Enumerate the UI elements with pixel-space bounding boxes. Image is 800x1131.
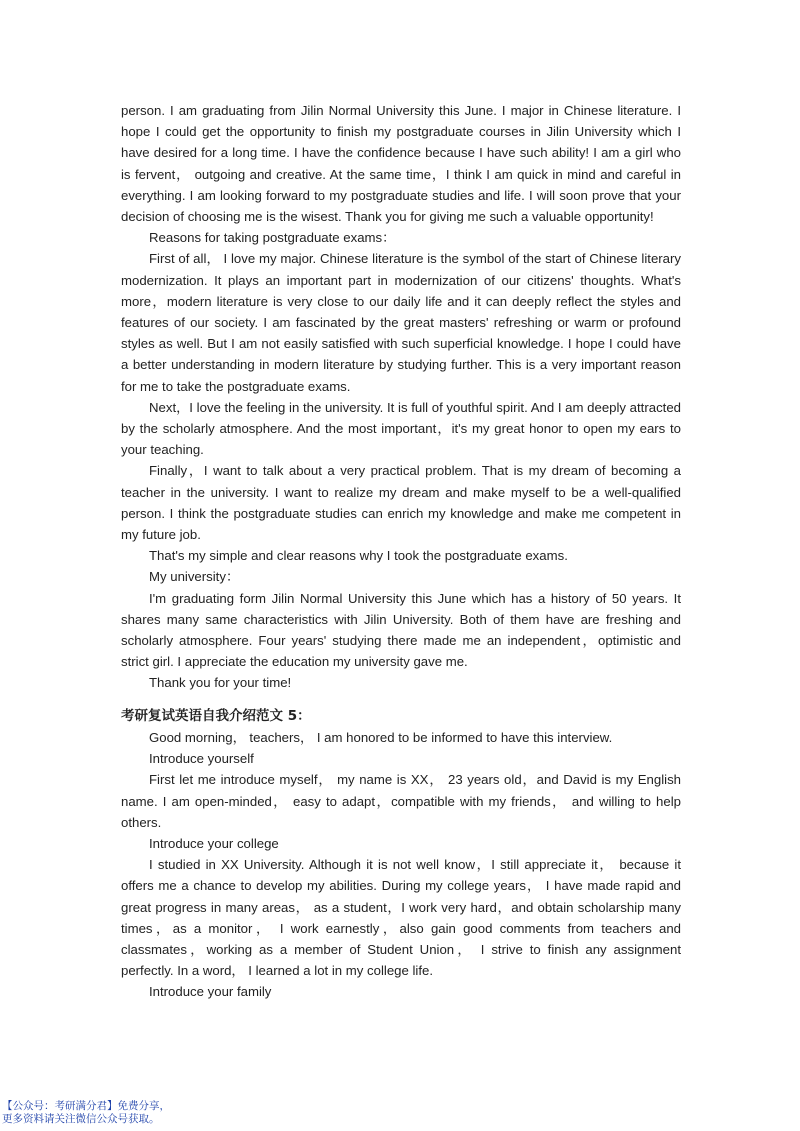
document-body xyxy=(121,100,681,1003)
footer-line: 更多资料请关注微信公众号获取。 xyxy=(2,1113,160,1125)
paragraph: I'm graduating form Jilin Normal University this June which has a history of 50 years. It shares many same characteristics with Jilin University. Both of them have are freshing and scholarly atmosphere. Four years' studying there made me an independent，optimistic and strict girl. I appreciate the education my university gave me. xyxy=(121,590,681,670)
paragraph: Introduce your college xyxy=(149,835,279,851)
paragraph: My university： xyxy=(149,569,240,585)
section-heading: 考研复试英语自我介绍范文 5： xyxy=(121,707,311,724)
paragraph: That's my simple and clear reasons why I took the postgraduate exams. xyxy=(149,548,568,564)
footer-line: 【公众号：考研满分君】免费分享， xyxy=(2,1100,170,1112)
paragraph: person. I am graduating from Jilin Normal University this June. I major in Chinese literature. I hope I could get the opportunity to finish my postgraduate courses in Jilin University which I have desired for a long time. I have the confidence because I have such ability! I am a girl who is fervent， outgoing and creative. At the same time，I think I am quick in mind and careful in everything. I am looking forward to my postgraduate studies and life. I will soon prove that your decision of choosing me is the wisest. Thank you for giving me such a valuable opportunity! xyxy=(121,103,681,225)
paragraph: Introduce your family xyxy=(149,984,272,1000)
paragraph: Next，I love the feeling in the university. It is full of youthful spirit. And I am deeply attracted by the scholarly atmosphere. And the most important，it's my great honor to open my ears to your teaching. xyxy=(121,399,681,458)
footer-watermark xyxy=(2,1100,170,1126)
paragraph: Introduce yourself xyxy=(149,751,254,767)
paragraph: Good morning， teachers， I am honored to be informed to have this interview. xyxy=(149,729,613,745)
paragraph: I studied in XX University. Although it is not well know，I still appreciate it， because it offers me a chance to develop my abilities. During my college years， I have made rapid and great progress in many areas， as a student，I work very hard，and obtain scholarship many times，as a monitor， I work earnestly，also gain good comments from teachers and classmates，working as a member of Student Union， I strive to finish any assignment perfectly. In a word， I learned a lot in my college life. xyxy=(121,857,681,979)
paragraph: Reasons for taking postgraduate exams： xyxy=(149,230,396,246)
paragraph: Finally，I want to talk about a very practical problem. That is my dream of becoming a teacher in the university. I want to realize my dream and make myself to be a well-qualified person. I think the postgraduate studies can enrich my knowledge and make me competent in my future job. xyxy=(121,463,681,543)
paragraph: Thank you for your time! xyxy=(149,675,292,691)
paragraph: First of all， I love my major. Chinese literature is the symbol of the start of Chinese literary modernization. It plays an important part in modernization of our citizens' thoughts. What's more，modern literature is very close to our daily life and it can deeply reflect the styles and features of our society. I am fascinated by the great masters' refreshing or warm or profound styles as well. But I am not easily satisfied with such superficial knowledge. I hope I could have a better understanding in modern literature by studying further. This is a very important reason for me to take the postgraduate exams. xyxy=(121,251,681,394)
paragraph: First let me introduce myself， my name is XX， 23 years old，and David is my English name. I am open-minded， easy to adapt，compatible with my friends， and willing to help others. xyxy=(121,772,681,830)
